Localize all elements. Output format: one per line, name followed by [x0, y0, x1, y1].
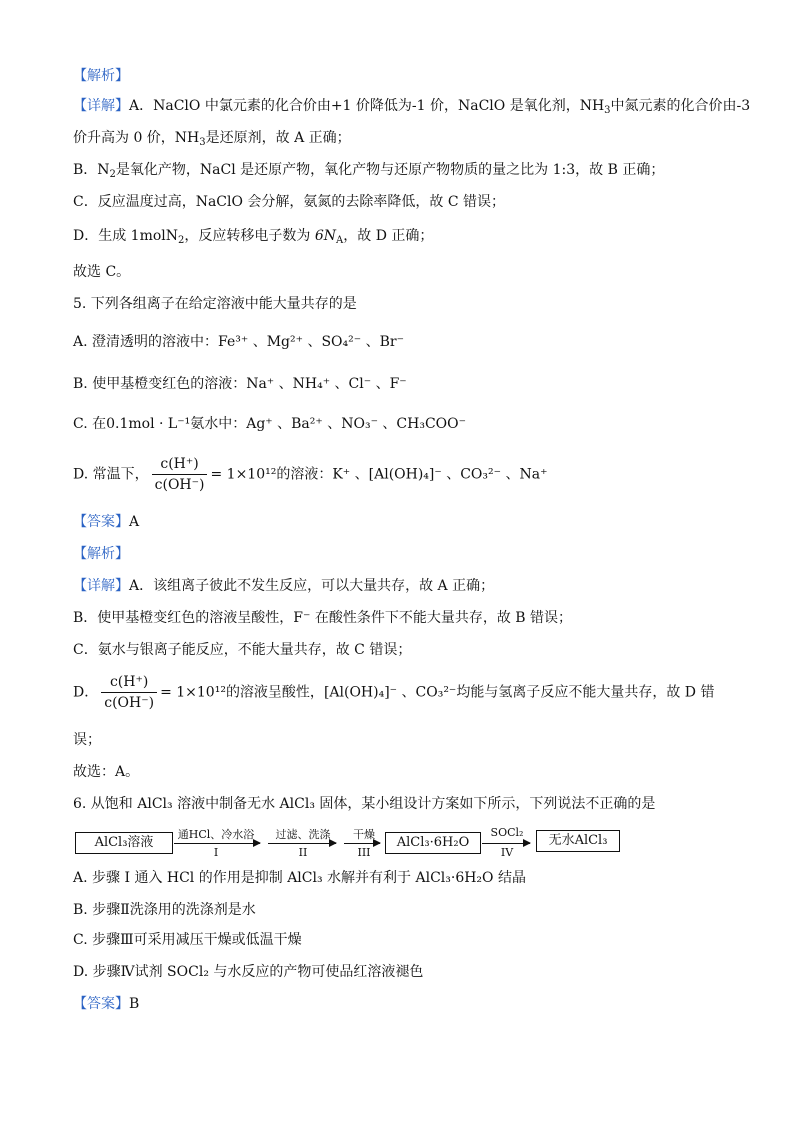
flow-box-anhydrous: 无水AlCl₃ [536, 830, 620, 852]
q4-detail-a: 【详解】A．NaClO 中氯元素的化合价由+1 价降低为-1 价，NaClO 是氧化剂，$NH_3$中氮元素的化合价由-3 [73, 98, 751, 116]
flow-arrow3 [344, 843, 380, 844]
flow-arrow1-label: 通HCl、冷水浴 [177, 828, 255, 841]
q6-stem: 6. 从饱和 AlCl₃ 溶液中制备无水 AlCl₃ 固体，某小组设计方案如下所示，下列说法不正确的是 [73, 796, 656, 812]
flow-arrow4-step: IV [500, 846, 514, 859]
flow-arrow2-step: II [298, 846, 308, 859]
q5-exp-a: 【详解】A．该组离子彼此不发生反应，可以大量共存，故 A 正确； [73, 578, 495, 594]
q5-analysis-label: 【解析】 [73, 546, 129, 562]
q5-option-d: D. 常温下， $\frac{c(H^+)}{c(OH^-)}$ = 1×10¹²的溶液：K⁺ 、[Al(OH)₄]⁻ 、CO₃²⁻ 、Na⁺ [73, 456, 548, 493]
q5-exp-b: B．使甲基橙变红色的溶液呈酸性，F⁻ 在酸性条件下不能大量共存，故 B 错误； [73, 610, 573, 626]
q5-exp-d-wrap: 误； [73, 732, 101, 748]
ratio-fraction: $\frac{c(H^+)}{c(OH^-)}$ [152, 454, 208, 495]
flow-box-hydrate: AlCl₃·6H₂O [385, 832, 481, 854]
q6-answer: 【答案】B [73, 996, 140, 1012]
q4-detail-b: B．$N_2$是氧化产物，NaCl 是还原产物，氧化产物与还原产物物质的量之比为 1:3，故 B 正确； [73, 162, 665, 180]
flow-arrow4-label: SOCl₂ [490, 826, 524, 839]
q6-option-c: C. 步骤Ⅲ可采用减压干燥或低温干燥 [73, 932, 302, 948]
q4-analysis-label: 【解析】 [73, 68, 129, 84]
q6-option-d: D. 步骤Ⅳ试剂 SOCl₂ 与水反应的产物可使品红溶液褪色 [73, 964, 424, 980]
flow-arrow4 [482, 843, 530, 844]
q4-select: 故选 C。 [73, 264, 131, 280]
flow-arrow2 [268, 843, 336, 844]
q5-exp-c: C．氨水与银离子能反应，不能大量共存，故 C 错误； [73, 642, 412, 658]
ratio-fraction-exp: $\frac{c(H^+)}{c(OH^-)}$ [101, 672, 157, 713]
flow-arrow3-step: III [357, 846, 371, 859]
q5-answer: 【答案】A [73, 514, 140, 530]
q5-option-c: C. 在0.1mol · L⁻¹氨水中：Ag⁺ 、Ba²⁺ 、NO₃⁻ 、CH₃COO⁻ [73, 416, 467, 432]
q6-option-a: A. 步骤 I 通入 HCl 的作用是抑制 AlCl₃ 水解并有利于 AlCl₃·6H₂O 结晶 [73, 870, 526, 886]
flow-arrow3-label: 干燥 [353, 828, 375, 841]
flow-arrow1 [174, 843, 260, 844]
q6-option-b: B. 步骤Ⅱ洗涤用的洗涤剂是水 [73, 902, 256, 918]
q5-select: 故选：A。 [73, 764, 140, 780]
q5-exp-d: D． $\frac{c(H^+)}{c(OH^-)}$ = 1×10¹²的溶液呈酸性，[Al(OH)₄]⁻ 、CO₃²⁻均能与氢离子反应不能大量共存，故 D 错 [73, 674, 715, 711]
q4-detail-label: 【详解】 [73, 98, 129, 114]
q4-detail-d: D．生成 1molN$_2$，反应转移电子数为 $6N_A$，故 D 正确； [73, 228, 434, 246]
q5-option-b: B. 使甲基橙变红色的溶液：Na⁺ 、NH₄⁺ 、Cl⁻ 、F⁻ [73, 376, 407, 392]
q4-detail-c: C．反应温度过高，NaClO 会分解，氨氮的去除率降低，故 C 错误； [73, 194, 506, 210]
flow-arrow2-label: 过滤、洗涤 [275, 828, 331, 841]
q4-detail-a-cont: 价升高为 0 价，$NH_3$是还原剂，故 A 正确； [73, 130, 351, 148]
q5-option-a: A. 澄清透明的溶液中：Fe³⁺ 、Mg²⁺ 、SO₄²⁻ 、Br⁻ [73, 334, 404, 350]
flow-box-solution: AlCl₃溶液 [75, 832, 173, 854]
flow-arrow1-step: I [213, 846, 219, 859]
q5-stem: 5. 下列各组离子在给定溶液中能大量共存的是 [73, 296, 357, 312]
